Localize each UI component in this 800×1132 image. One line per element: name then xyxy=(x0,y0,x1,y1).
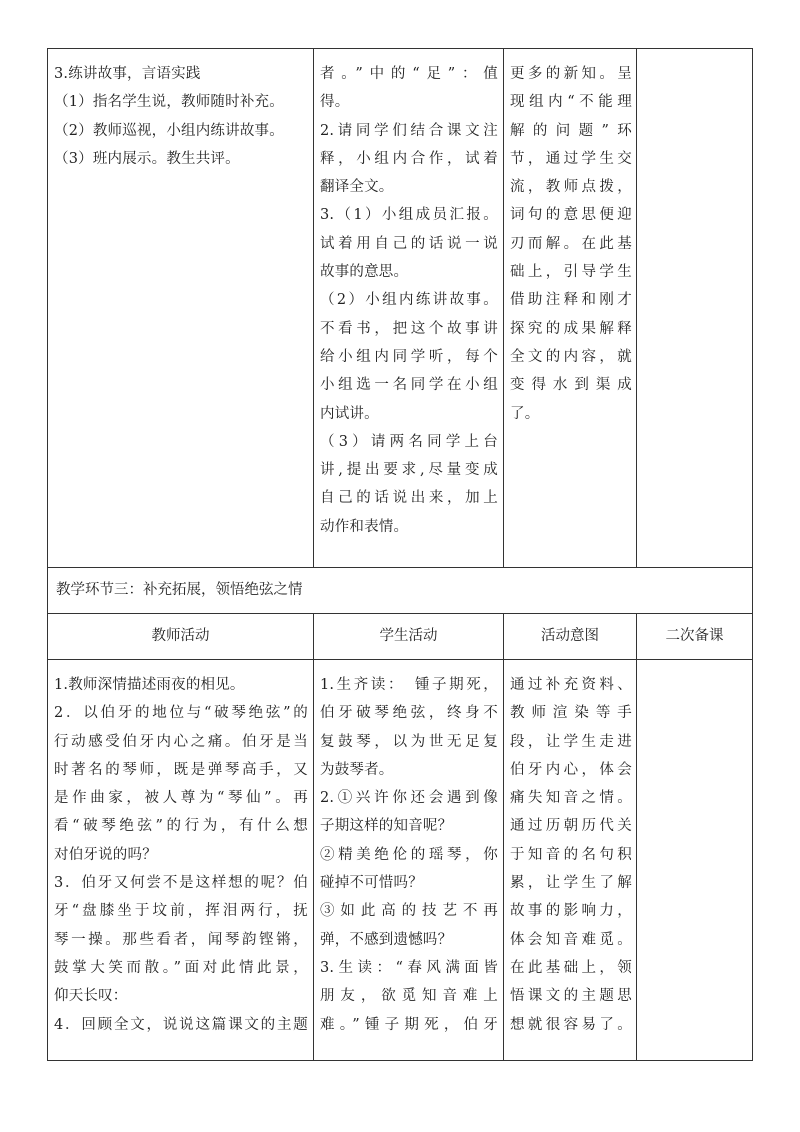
table-bottom-border xyxy=(47,1060,753,1061)
text-line: 动作和表情。 xyxy=(320,518,409,535)
text-line: 子期这样的知音呢？ xyxy=(320,818,453,835)
bottom-intent-cell xyxy=(510,671,632,1039)
text-line: 全文的内容，就 xyxy=(510,348,632,365)
header-top-border xyxy=(47,613,753,614)
col-divider-1-top xyxy=(313,48,314,568)
col-divider-3-top xyxy=(636,48,637,568)
text-line: 复鼓琴，以为世无足复 xyxy=(320,733,498,750)
text-line: 探究的成果解释 xyxy=(510,320,632,337)
text-line: 2.请同学们结合课文注 xyxy=(320,122,498,139)
text-line: 故事的影响力， xyxy=(510,903,632,920)
text-line: （2）教师巡视，小组内练讲故事。 xyxy=(54,122,284,139)
top-teacher-cell xyxy=(54,60,304,173)
text-line: 更多的新知。呈 xyxy=(510,66,632,82)
text-line: 牙“盘膝坐于坟前，挥泪两行，抚 xyxy=(54,903,308,920)
text-line: 现组内“不能理 xyxy=(510,94,632,111)
text-line: 对伯牙说的吗？ xyxy=(54,846,157,863)
text-line: 弹，不感到遗憾吗？ xyxy=(320,931,453,948)
text-line: 础上，引导学生 xyxy=(510,264,632,281)
text-line: 通过历朝历代关 xyxy=(510,818,632,835)
text-line: 节，通过学生交 xyxy=(510,150,632,167)
text-line: 翻译全文。 xyxy=(320,179,394,196)
text-line: 了。 xyxy=(510,405,540,422)
table-top-border xyxy=(47,48,753,49)
text-line: 为鼓琴者。 xyxy=(320,761,394,778)
text-line: 朋友，欲觅知音难上 xyxy=(320,988,498,1005)
section-title: 教学环节三：补充拓展，领悟绝弦之情 xyxy=(56,582,303,598)
text-line: ③如此高的技艺不再 xyxy=(320,903,498,920)
text-line: 刃而解。在此基 xyxy=(510,235,632,252)
text-line: 释，小组内合作，试着 xyxy=(320,150,498,167)
text-line: 2.①兴许你还会遇到像 xyxy=(320,790,498,807)
text-line: 1.教师深情描述雨夜的相见。 xyxy=(54,677,245,693)
table-right-border xyxy=(752,48,753,1061)
text-line: 想就很容易了。 xyxy=(510,1016,632,1033)
bottom-student-cell xyxy=(320,671,498,1039)
text-line: 段，让学生走进 xyxy=(510,733,632,750)
text-line: 给小组内同学听，每个 xyxy=(320,348,498,365)
text-line: 解的问题”环 xyxy=(510,122,632,139)
top-intent-cell xyxy=(510,60,632,428)
text-line: 流，教师点拨， xyxy=(510,179,632,196)
text-line: （2）小组内练讲故事。 xyxy=(320,292,498,309)
text-line: 难。”锺子期死，伯牙 xyxy=(320,1016,498,1033)
text-line: 故事的意思。 xyxy=(320,264,409,281)
text-line: 自己的话说出来，加上 xyxy=(320,490,498,507)
text-line: 体会知音难觅。 xyxy=(510,931,632,948)
table-left-border xyxy=(47,48,48,1061)
col-divider-2-bottom xyxy=(503,613,504,1061)
section-top-border xyxy=(47,567,753,568)
text-line: 3.练讲故事，言语实践 xyxy=(54,66,201,82)
header-teacher-activity: 教师活动 xyxy=(151,628,210,644)
text-line: 变得水到渠成 xyxy=(510,377,632,394)
text-line: 3．伯牙又何尝不是这样想的呢？伯 xyxy=(54,875,308,892)
col-divider-1-bottom xyxy=(313,613,314,1061)
text-line: 行动感受伯牙内心之痛。伯牙是当 xyxy=(54,733,308,750)
text-line: （1）指名学生说，教师随时补充。 xyxy=(54,94,284,111)
text-line: （3）请两名同学上台 xyxy=(320,433,498,450)
text-line: 试着用自己的话说一说 xyxy=(320,235,498,252)
bottom-teacher-cell xyxy=(54,671,308,1039)
text-line: 4．回顾全文，说说这篇课文的主题 xyxy=(54,1016,308,1033)
text-line: 在此基础上，领 xyxy=(510,959,632,976)
text-line: （3）班内展示。教生共评。 xyxy=(54,150,240,167)
header-activity-intent: 活动意图 xyxy=(541,628,599,644)
text-line: 2．以伯牙的地位与“破琴绝弦”的 xyxy=(54,705,308,722)
text-line: 鼓掌大笑而散。”面对此情此景， xyxy=(54,959,308,976)
header-second-prep: 二次备课 xyxy=(665,628,724,644)
col-divider-3-bottom xyxy=(636,613,637,1061)
text-line: 伯牙破琴绝弦，终身不 xyxy=(320,705,498,722)
text-line: 1.生齐读： 锺子期死， xyxy=(320,677,498,693)
text-line: 琴一操。那些看者，闻琴韵铿锵， xyxy=(54,931,308,948)
text-line: 累，让学生了解 xyxy=(510,875,632,892)
text-line: 碰掉不可惜吗？ xyxy=(320,875,423,892)
text-line: 3.（1）小组成员汇报。 xyxy=(320,207,498,224)
text-line: 悟课文的主题思 xyxy=(510,988,632,1005)
col-divider-2-top xyxy=(503,48,504,568)
text-line: 通过补充资料、 xyxy=(510,677,632,693)
text-line: 3.生读：“春风满面皆 xyxy=(320,959,498,976)
text-line: 小组选一名同学在小组 xyxy=(320,377,498,394)
text-line: 仰天长叹： xyxy=(54,988,128,1005)
text-line: 伯牙内心，体会 xyxy=(510,761,632,778)
text-line: 于知音的名句积 xyxy=(510,846,632,863)
header-bottom-border xyxy=(47,659,753,660)
text-line: 痛失知音之情。 xyxy=(510,790,632,807)
text-line: 看“破琴绝弦”的行为，有什么想 xyxy=(54,818,308,835)
top-student-cell xyxy=(320,60,498,541)
text-line: 内试讲。 xyxy=(320,405,379,422)
text-line: 教师渲染等手 xyxy=(510,705,632,722)
text-line: ②精美绝伦的瑶琴，你 xyxy=(320,846,498,863)
text-line: 得。 xyxy=(320,94,350,111)
text-line: 时著名的琴师，既是弹琴高手，又 xyxy=(54,761,308,778)
text-line: 是作曲家，被人尊为“琴仙”。再 xyxy=(54,790,308,807)
text-line: 不看书，把这个故事讲 xyxy=(320,320,498,337)
text-line: 借助注释和刚才 xyxy=(510,292,632,309)
text-line: 者。”中的“足”：值 xyxy=(320,66,498,82)
text-line: 词句的意思便迎 xyxy=(510,207,632,224)
text-line: 讲,提出要求,尽量变成 xyxy=(320,462,498,479)
header-student-activity: 学生活动 xyxy=(379,628,438,644)
